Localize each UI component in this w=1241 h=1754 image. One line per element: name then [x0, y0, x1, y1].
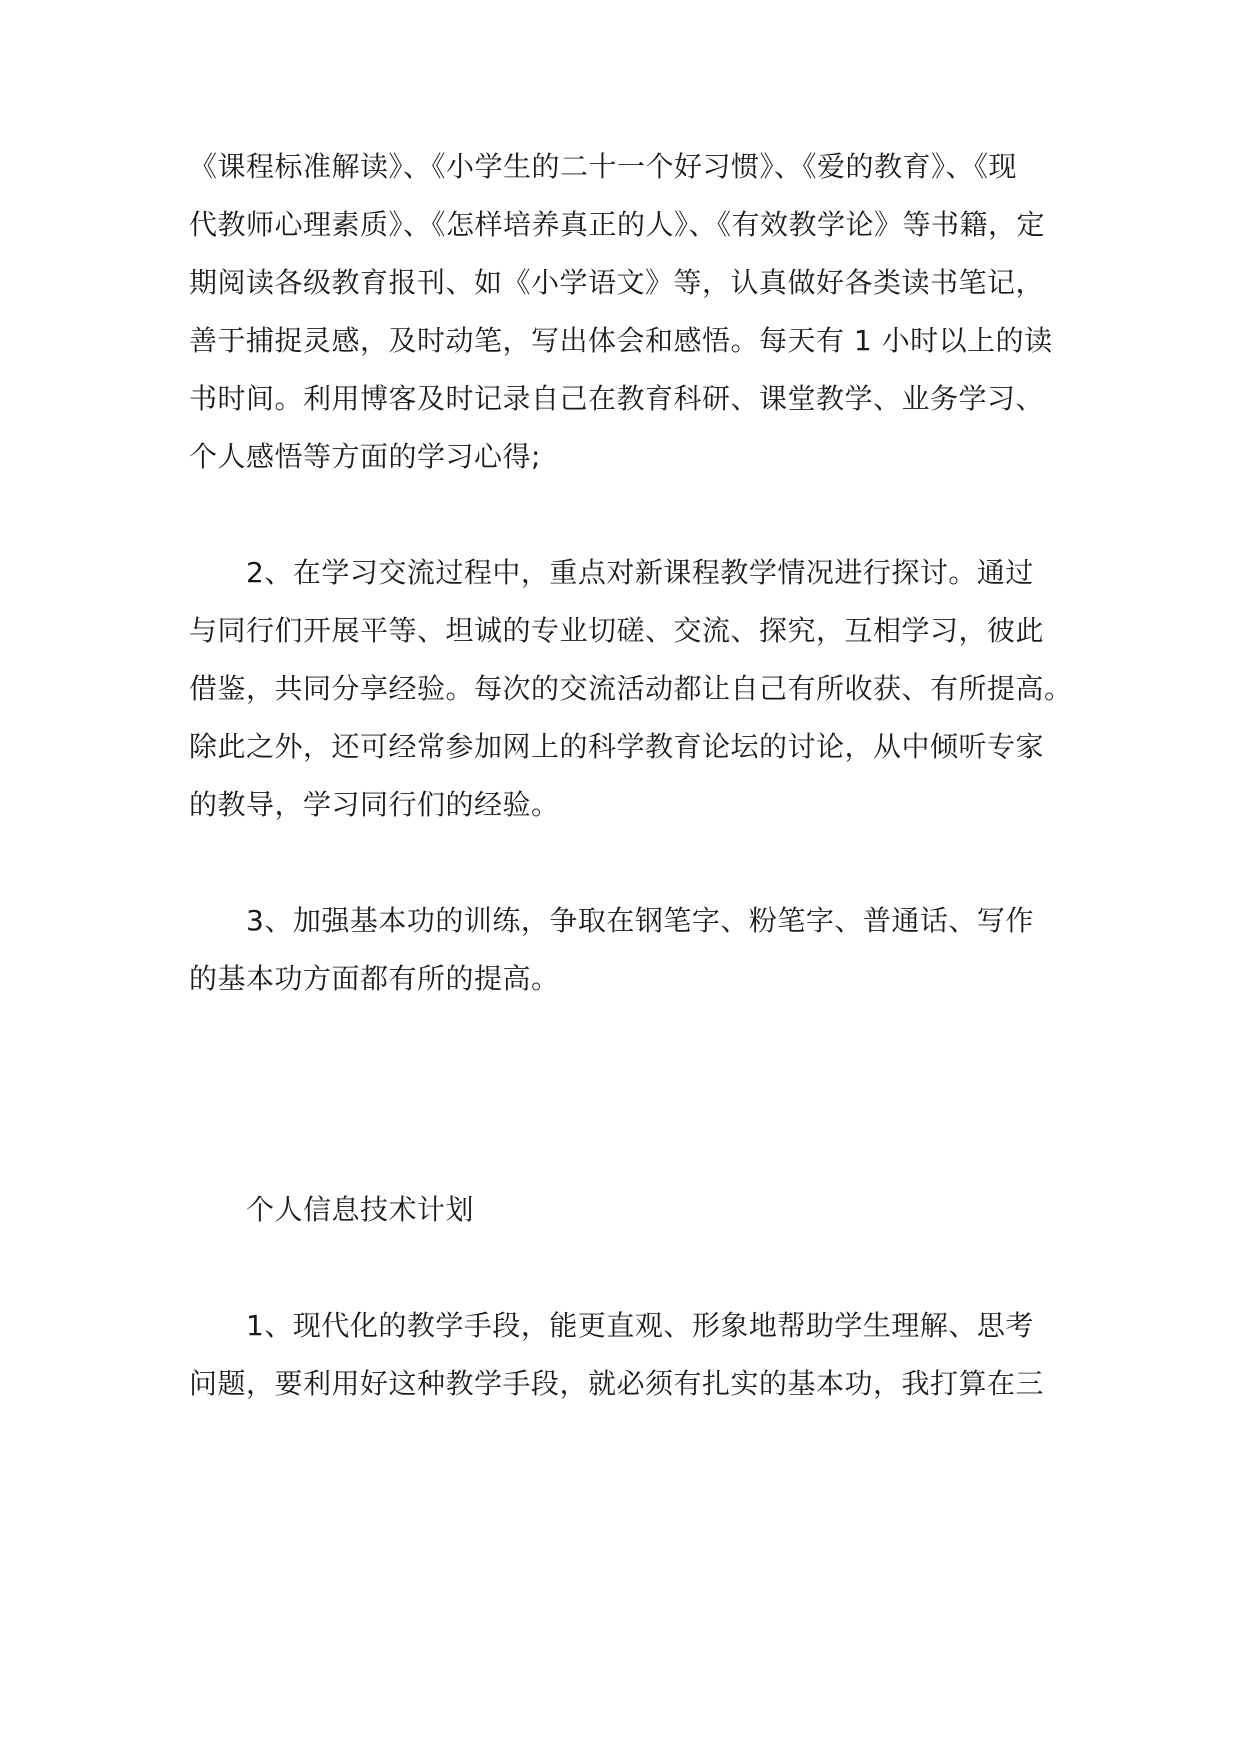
text-line: 问题，要利用好这种教学手段，就必须有扎实的基本功，我打算在三 — [189, 1367, 1045, 1400]
section-heading: 个人信息技术计划 — [246, 1193, 475, 1226]
text-line: 的教导，学习同行们的经验。 — [189, 788, 560, 821]
text-line: 3、加强基本功的训练，争取在钢笔字、粉笔字、普通话、写作 — [246, 904, 1034, 937]
text-line: 个人感悟等方面的学习心得; — [189, 440, 541, 473]
text-line: 期阅读各级教育报刊、如《小学语文》等，认真做好各类读书笔记， — [189, 266, 1045, 299]
text-line: 善于捕捉灵感，及时动笔，写出体会和感悟。每天有 1 小时以上的读 — [189, 324, 1053, 357]
text-line: 《课程标准解读》、《小学生的二十一个好习惯》、《爱的教育》、《现 — [189, 150, 1018, 183]
text-line: 书时间。利用博客及时记录自己在教育科研、课堂教学、业务学习、 — [189, 382, 1045, 415]
text-line: 代教师心理素质》、《怎样培养真正的人》、《有效教学论》等书籍，定 — [189, 208, 1046, 241]
text-line: 与同行们开展平等、坦诚的专业切磋、交流、探究，互相学习，彼此 — [189, 614, 1045, 647]
text-line: 1、现代化的教学手段，能更直观、形象地帮助学生理解、思考 — [246, 1309, 1034, 1342]
text-line: 借鉴，共同分享经验。每次的交流活动都让自己有所收获、有所提高。 — [189, 672, 1073, 705]
text-line: 除此之外，还可经常参加网上的科学教育论坛的讨论，从中倾听专家 — [189, 730, 1045, 763]
text-line: 2、在学习交流过程中，重点对新课程教学情况进行探讨。通过 — [246, 556, 1034, 589]
text-line: 的基本功方面都有所的提高。 — [189, 962, 560, 995]
